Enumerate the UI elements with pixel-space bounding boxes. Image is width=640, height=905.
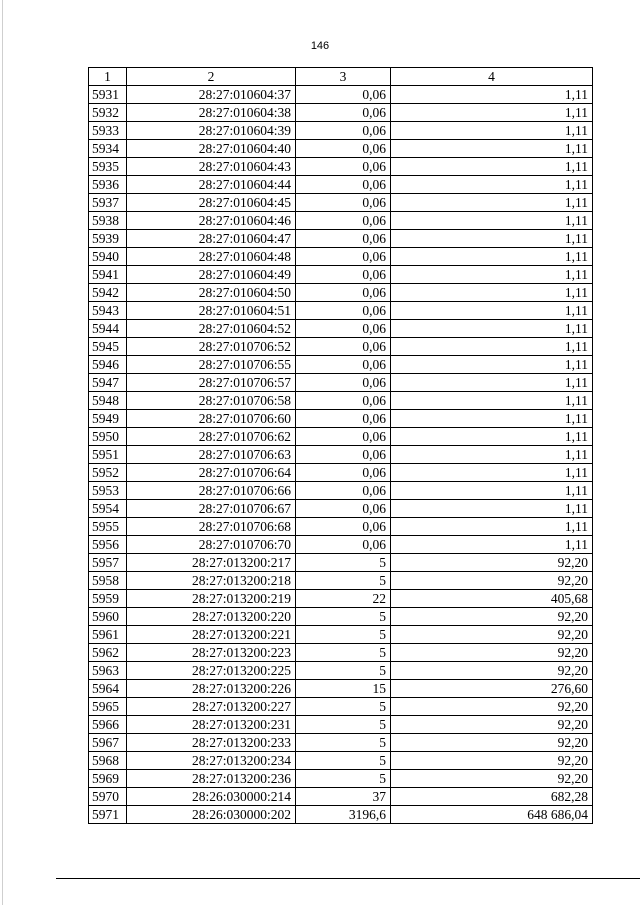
amount-cell: 1,11 — [391, 230, 593, 248]
amount-cell: 92,20 — [391, 716, 593, 734]
table-row — [89, 698, 593, 716]
row-number-cell: 5949 — [89, 410, 127, 428]
amount-cell: 1,11 — [391, 158, 593, 176]
area-cell: 5 — [296, 716, 391, 734]
table-row — [89, 104, 593, 122]
area-cell: 0,06 — [296, 86, 391, 104]
table-row — [89, 590, 593, 608]
area-cell: 0,06 — [296, 266, 391, 284]
table-row — [89, 716, 593, 734]
row-number-cell: 5943 — [89, 302, 127, 320]
cadastral-number-cell: 28:27:010706:63 — [127, 446, 296, 464]
amount-cell: 1,11 — [391, 518, 593, 536]
cadastral-number-cell: 28:26:030000:202 — [127, 806, 296, 824]
table-row — [89, 194, 593, 212]
table-row — [89, 230, 593, 248]
cadastral-number-cell: 28:27:010706:58 — [127, 392, 296, 410]
column-header-2: 2 — [127, 68, 296, 86]
table-row — [89, 140, 593, 158]
table-row — [89, 410, 593, 428]
amount-cell: 92,20 — [391, 554, 593, 572]
cadastral-number-cell: 28:27:010604:46 — [127, 212, 296, 230]
area-cell: 0,06 — [296, 374, 391, 392]
area-cell: 0,06 — [296, 176, 391, 194]
area-cell: 15 — [296, 680, 391, 698]
area-cell: 5 — [296, 554, 391, 572]
row-number-cell: 5964 — [89, 680, 127, 698]
cadastral-number-cell: 28:27:010706:68 — [127, 518, 296, 536]
table-row — [89, 86, 593, 104]
cadastral-number-cell: 28:27:010604:38 — [127, 104, 296, 122]
column-header-3: 3 — [296, 68, 391, 86]
amount-cell: 405,68 — [391, 590, 593, 608]
amount-cell: 1,11 — [391, 248, 593, 266]
row-number-cell: 5937 — [89, 194, 127, 212]
row-number-cell: 5936 — [89, 176, 127, 194]
cadastral-number-cell: 28:27:010706:62 — [127, 428, 296, 446]
amount-cell: 1,11 — [391, 374, 593, 392]
table-row — [89, 536, 593, 554]
table-row — [89, 266, 593, 284]
amount-cell: 92,20 — [391, 572, 593, 590]
row-number-cell: 5938 — [89, 212, 127, 230]
amount-cell: 1,11 — [391, 284, 593, 302]
amount-cell: 1,11 — [391, 194, 593, 212]
cadastral-number-cell: 28:27:013200:221 — [127, 626, 296, 644]
area-cell: 0,06 — [296, 464, 391, 482]
scan-edge-line — [2, 0, 3, 905]
cadastral-number-cell: 28:27:013200:220 — [127, 608, 296, 626]
amount-cell: 1,11 — [391, 302, 593, 320]
amount-cell: 92,20 — [391, 734, 593, 752]
amount-cell: 1,11 — [391, 482, 593, 500]
amount-cell: 1,11 — [391, 464, 593, 482]
amount-cell: 92,20 — [391, 644, 593, 662]
area-cell: 0,06 — [296, 320, 391, 338]
amount-cell: 92,20 — [391, 608, 593, 626]
table-row — [89, 212, 593, 230]
page-bottom-rule — [56, 878, 640, 879]
row-number-cell: 5940 — [89, 248, 127, 266]
row-number-cell: 5933 — [89, 122, 127, 140]
amount-cell: 1,11 — [391, 446, 593, 464]
area-cell: 5 — [296, 572, 391, 590]
cadastral-number-cell: 28:27:013200:223 — [127, 644, 296, 662]
amount-cell: 682,28 — [391, 788, 593, 806]
cadastral-number-cell: 28:27:010706:55 — [127, 356, 296, 374]
table-row — [89, 680, 593, 698]
amount-cell: 276,60 — [391, 680, 593, 698]
amount-cell: 1,11 — [391, 86, 593, 104]
table-row — [89, 158, 593, 176]
amount-cell: 1,11 — [391, 338, 593, 356]
data-table — [88, 67, 593, 824]
row-number-cell: 5969 — [89, 770, 127, 788]
area-cell: 0,06 — [296, 104, 391, 122]
table-row — [89, 608, 593, 626]
area-cell: 0,06 — [296, 536, 391, 554]
table-row — [89, 482, 593, 500]
cadastral-number-cell: 28:27:010604:47 — [127, 230, 296, 248]
amount-cell: 648 686,04 — [391, 806, 593, 824]
table-row — [89, 356, 593, 374]
row-number-cell: 5966 — [89, 716, 127, 734]
cadastral-number-cell: 28:27:010604:50 — [127, 284, 296, 302]
cadastral-number-cell: 28:26:030000:214 — [127, 788, 296, 806]
amount-cell: 1,11 — [391, 536, 593, 554]
table-row — [89, 464, 593, 482]
row-number-cell: 5961 — [89, 626, 127, 644]
row-number-cell: 5950 — [89, 428, 127, 446]
area-cell: 0,06 — [296, 248, 391, 266]
cadastral-number-cell: 28:27:010604:43 — [127, 158, 296, 176]
row-number-cell: 5962 — [89, 644, 127, 662]
row-number-cell: 5959 — [89, 590, 127, 608]
amount-cell: 1,11 — [391, 140, 593, 158]
row-number-cell: 5971 — [89, 806, 127, 824]
row-number-cell: 5944 — [89, 320, 127, 338]
table-row — [89, 788, 593, 806]
cadastral-number-cell: 28:27:013200:231 — [127, 716, 296, 734]
amount-cell: 92,20 — [391, 770, 593, 788]
area-cell: 0,06 — [296, 392, 391, 410]
cadastral-number-cell: 28:27:010706:64 — [127, 464, 296, 482]
area-cell: 0,06 — [296, 284, 391, 302]
cadastral-number-cell: 28:27:010604:37 — [127, 86, 296, 104]
amount-cell: 92,20 — [391, 626, 593, 644]
row-number-cell: 5968 — [89, 752, 127, 770]
table-row — [89, 644, 593, 662]
amount-cell: 1,11 — [391, 122, 593, 140]
table-row — [89, 626, 593, 644]
area-cell: 5 — [296, 662, 391, 680]
cadastral-number-cell: 28:27:010706:66 — [127, 482, 296, 500]
cadastral-number-cell: 28:27:013200:217 — [127, 554, 296, 572]
area-cell: 5 — [296, 734, 391, 752]
table-row — [89, 770, 593, 788]
area-cell: 22 — [296, 590, 391, 608]
table-row — [89, 518, 593, 536]
table-row — [89, 248, 593, 266]
area-cell: 0,06 — [296, 356, 391, 374]
table-row — [89, 302, 593, 320]
cadastral-number-cell: 28:27:010604:39 — [127, 122, 296, 140]
area-cell: 3196,6 — [296, 806, 391, 824]
cadastral-number-cell: 28:27:013200:218 — [127, 572, 296, 590]
amount-cell: 1,11 — [391, 176, 593, 194]
table-row — [89, 446, 593, 464]
area-cell: 5 — [296, 608, 391, 626]
cadastral-number-cell: 28:27:010706:60 — [127, 410, 296, 428]
amount-cell: 1,11 — [391, 392, 593, 410]
area-cell: 5 — [296, 698, 391, 716]
row-number-cell: 5931 — [89, 86, 127, 104]
amount-cell: 1,11 — [391, 410, 593, 428]
column-header-4: 4 — [391, 68, 593, 86]
table-row — [89, 338, 593, 356]
area-cell: 0,06 — [296, 158, 391, 176]
row-number-cell: 5963 — [89, 662, 127, 680]
column-header-1: 1 — [89, 68, 127, 86]
table-row — [89, 392, 593, 410]
cadastral-number-cell: 28:27:010706:67 — [127, 500, 296, 518]
table-row — [89, 176, 593, 194]
area-cell: 0,06 — [296, 212, 391, 230]
area-cell: 5 — [296, 644, 391, 662]
area-cell: 0,06 — [296, 302, 391, 320]
row-number-cell: 5946 — [89, 356, 127, 374]
area-cell: 0,06 — [296, 482, 391, 500]
row-number-cell: 5955 — [89, 518, 127, 536]
table-row — [89, 752, 593, 770]
table-row — [89, 500, 593, 518]
area-cell: 0,06 — [296, 230, 391, 248]
page-number: 146 — [310, 40, 330, 52]
cadastral-number-cell: 28:27:013200:236 — [127, 770, 296, 788]
area-cell: 0,06 — [296, 140, 391, 158]
amount-cell: 1,11 — [391, 104, 593, 122]
row-number-cell: 5956 — [89, 536, 127, 554]
area-cell: 0,06 — [296, 428, 391, 446]
row-number-cell: 5942 — [89, 284, 127, 302]
area-cell: 5 — [296, 626, 391, 644]
area-cell: 0,06 — [296, 194, 391, 212]
area-cell: 5 — [296, 770, 391, 788]
table-row — [89, 374, 593, 392]
amount-cell: 1,11 — [391, 266, 593, 284]
row-number-cell: 5954 — [89, 500, 127, 518]
area-cell: 0,06 — [296, 122, 391, 140]
row-number-cell: 5967 — [89, 734, 127, 752]
row-number-cell: 5939 — [89, 230, 127, 248]
table-row — [89, 572, 593, 590]
table-row — [89, 662, 593, 680]
cadastral-number-cell: 28:27:010604:52 — [127, 320, 296, 338]
area-cell: 37 — [296, 788, 391, 806]
amount-cell: 1,11 — [391, 320, 593, 338]
cadastral-number-cell: 28:27:013200:227 — [127, 698, 296, 716]
cadastral-number-cell: 28:27:010604:49 — [127, 266, 296, 284]
cadastral-number-cell: 28:27:010604:40 — [127, 140, 296, 158]
table-row — [89, 284, 593, 302]
row-number-cell: 5970 — [89, 788, 127, 806]
cadastral-number-cell: 28:27:010604:44 — [127, 176, 296, 194]
row-number-cell: 5935 — [89, 158, 127, 176]
amount-cell: 1,11 — [391, 500, 593, 518]
cadastral-number-cell: 28:27:013200:226 — [127, 680, 296, 698]
row-number-cell: 5947 — [89, 374, 127, 392]
cadastral-number-cell: 28:27:010706:57 — [127, 374, 296, 392]
table-row — [89, 320, 593, 338]
amount-cell: 92,20 — [391, 698, 593, 716]
table-row — [89, 734, 593, 752]
area-cell: 0,06 — [296, 446, 391, 464]
table-row — [89, 122, 593, 140]
amount-cell: 1,11 — [391, 212, 593, 230]
amount-cell: 92,20 — [391, 662, 593, 680]
row-number-cell: 5941 — [89, 266, 127, 284]
cadastral-number-cell: 28:27:013200:219 — [127, 590, 296, 608]
cadastral-number-cell: 28:27:013200:233 — [127, 734, 296, 752]
table-body — [89, 86, 593, 824]
area-cell: 0,06 — [296, 518, 391, 536]
cadastral-number-cell: 28:27:010706:70 — [127, 536, 296, 554]
row-number-cell: 5960 — [89, 608, 127, 626]
cadastral-number-cell: 28:27:010604:51 — [127, 302, 296, 320]
table-row — [89, 428, 593, 446]
area-cell: 5 — [296, 752, 391, 770]
cadastral-number-cell: 28:27:010706:52 — [127, 338, 296, 356]
cadastral-number-cell: 28:27:010604:48 — [127, 248, 296, 266]
row-number-cell: 5932 — [89, 104, 127, 122]
cadastral-number-cell: 28:27:010604:45 — [127, 194, 296, 212]
row-number-cell: 5952 — [89, 464, 127, 482]
row-number-cell: 5951 — [89, 446, 127, 464]
amount-cell: 92,20 — [391, 752, 593, 770]
row-number-cell: 5948 — [89, 392, 127, 410]
row-number-cell: 5953 — [89, 482, 127, 500]
amount-cell: 1,11 — [391, 428, 593, 446]
area-cell: 0,06 — [296, 410, 391, 428]
table-header-row — [89, 68, 593, 86]
amount-cell: 1,11 — [391, 356, 593, 374]
table-row — [89, 554, 593, 572]
row-number-cell: 5945 — [89, 338, 127, 356]
area-cell: 0,06 — [296, 500, 391, 518]
row-number-cell: 5934 — [89, 140, 127, 158]
table-row — [89, 806, 593, 824]
row-number-cell: 5958 — [89, 572, 127, 590]
cadastral-number-cell: 28:27:013200:234 — [127, 752, 296, 770]
row-number-cell: 5965 — [89, 698, 127, 716]
cadastral-number-cell: 28:27:013200:225 — [127, 662, 296, 680]
area-cell: 0,06 — [296, 338, 391, 356]
row-number-cell: 5957 — [89, 554, 127, 572]
